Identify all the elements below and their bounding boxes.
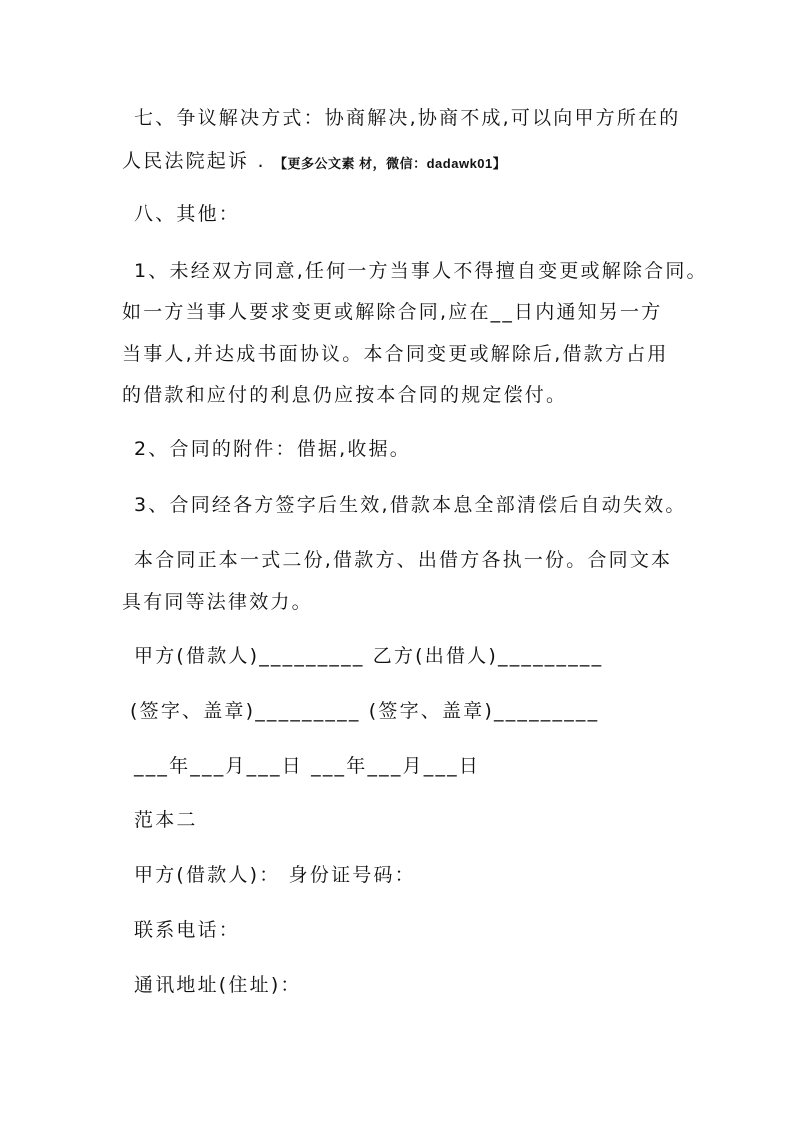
form-field-line: 联系电话： [134, 919, 241, 941]
form-field-line: 通讯地址(住址)： [134, 974, 302, 996]
paragraph-line: 3、合同经各方签字后生效,借款本息全部清偿后自动失效。 [134, 494, 687, 516]
form-field-line: 甲方(借款人)： 身份证号码： [134, 864, 416, 886]
watermark-note: 【更多公文素 材，微信：dadawk01】 [274, 156, 507, 171]
signature-line: (签字、盖章)_________ (签字、盖章)_________ [130, 700, 600, 722]
paragraph-line: 具有同等法律效力。 [122, 591, 313, 613]
date-line: ___年___月___日 ___年___月___日 [134, 755, 481, 777]
paragraph-line: 如一方当事人要求变更或解除合同,应在__日内通知另一方 [122, 301, 663, 323]
paragraph-line: 的借款和应付的利息仍应按本合同的规定偿付。 [122, 384, 568, 406]
section-heading: 范本二 [134, 809, 198, 831]
signature-line: 甲方(借款人)_________ 乙方(出借人)_________ [134, 645, 604, 667]
section-heading: 八、其他： [134, 203, 241, 225]
paragraph-line: 2、合同的附件：借据,收据。 [134, 438, 411, 460]
paragraph-line: 当事人,并达成书面协议。本合同变更或解除后,借款方占用 [122, 343, 669, 365]
paragraph-line: 人民法院起诉 . [122, 150, 266, 172]
paragraph-line: 本合同正本一式二份,借款方、出借方各执一份。合同文本 [134, 549, 673, 571]
paragraph-line: 1、未经双方同意,任何一方当事人不得擅自变更或解除合同。 [134, 260, 708, 282]
paragraph-line: 七、争议解决方式：协商解决,协商不成,可以向甲方所在的 [134, 107, 681, 129]
